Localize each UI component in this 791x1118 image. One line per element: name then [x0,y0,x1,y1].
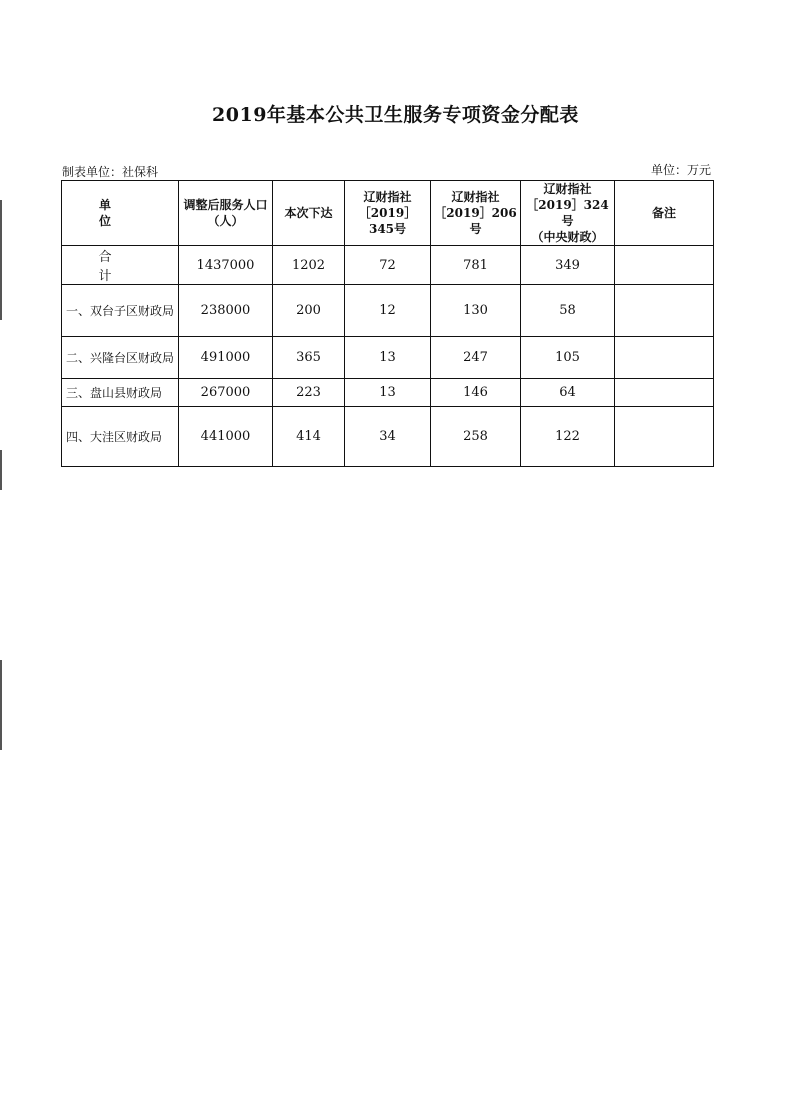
row-current: 223 [273,379,345,407]
row-doc-206: 247 [431,337,521,379]
row-remarks [615,407,714,467]
total-current: 1202 [273,246,345,285]
total-label: 合 计 [62,246,179,285]
row-doc-345: 13 [345,337,431,379]
table-row [62,337,714,379]
row-remarks [615,285,714,337]
total-row [62,246,714,285]
unit-label: 单位：万元 [650,163,711,177]
scan-edge-mark [0,450,2,490]
table-row [62,379,714,407]
row-doc-345: 34 [345,407,431,467]
row-doc-345: 12 [345,285,431,337]
prepared-by-label: 制表单位：社保科 [62,165,159,179]
total-doc-206: 781 [431,246,521,285]
page-title: 2019年基本公共卫生服务专项资金分配表 [212,104,579,126]
allocation-table [61,180,714,467]
row-remarks [615,337,714,379]
row-doc-324: 58 [521,285,615,337]
row-current: 365 [273,337,345,379]
row-population: 441000 [179,407,273,467]
total-doc-324: 349 [521,246,615,285]
header-unit: 单 位 [62,181,179,246]
header-doc-345: 辽财指社 ［2019］345号 [345,181,431,246]
table-row [62,407,714,467]
table-row [62,285,714,337]
row-unit: 三、盘山县财政局 [62,379,179,407]
row-doc-206: 130 [431,285,521,337]
row-remarks [615,379,714,407]
row-doc-206: 146 [431,379,521,407]
total-doc-345: 72 [345,246,431,285]
row-population: 267000 [179,379,273,407]
row-doc-324: 122 [521,407,615,467]
row-current: 200 [273,285,345,337]
header-row [62,181,714,246]
row-doc-324: 64 [521,379,615,407]
scan-edge-mark [0,200,2,320]
row-unit: 二、兴隆台区财政局 [62,337,179,379]
row-doc-206: 258 [431,407,521,467]
row-doc-345: 13 [345,379,431,407]
header-doc-324: 辽财指社 ［2019］324号 （中央财政） [521,181,615,246]
total-population: 1437000 [179,246,273,285]
row-current: 414 [273,407,345,467]
row-unit: 一、双台子区财政局 [62,285,179,337]
row-population: 491000 [179,337,273,379]
row-doc-324: 105 [521,337,615,379]
header-doc-206: 辽财指社 ［2019］206号 [431,181,521,246]
total-remarks [615,246,714,285]
header-remarks: 备注 [615,181,714,246]
row-unit: 四、大洼区财政局 [62,407,179,467]
header-population: 调整后服务人口 （人） [179,181,273,246]
header-current: 本次下达 [273,181,345,246]
scan-edge-mark [0,660,2,750]
row-population: 238000 [179,285,273,337]
